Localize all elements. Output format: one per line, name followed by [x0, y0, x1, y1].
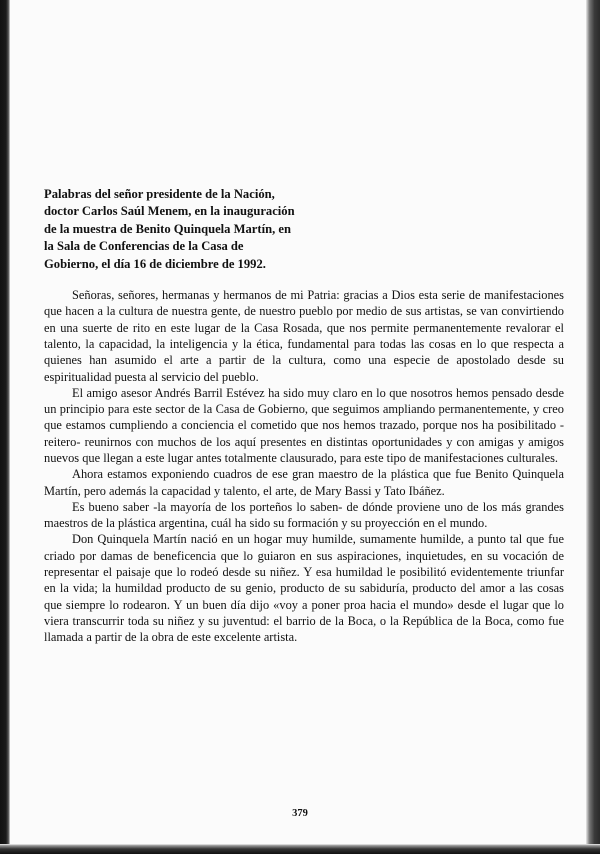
page-number: 379: [292, 808, 308, 819]
paragraph: Ahora estamos exponiendo cuadros de ese gran maestro de la plástica que fue Benito Quinquela Martín, pero además la capacidad y talento, el arte, de Mary Bassi y Tato Ibáñez.: [44, 467, 564, 498]
speech-heading: Palabras del señor presidente de la Nación, doctor Carlos Saúl Menem, en la inauguración de la muestra de Benito Quinquela Martín, en la Sala de Conferencias de la Casa de Gobierno, el día 16 de diciembre de 1992.: [44, 187, 295, 271]
speech-body: [44, 287, 564, 646]
paragraph: Es bueno saber -la mayoría de los porteños lo saben- de dónde proviene uno de los más grandes maestros de la plástica argentina, cuál ha sido su formación y su proyección en el mundo.: [44, 499, 564, 531]
page-edge-right: [586, 0, 600, 854]
binding-shadow-left: [0, 0, 10, 854]
document-content: [44, 186, 564, 646]
paragraph: El amigo asesor Andrés Barril Estévez ha sido muy claro en lo que nosotros hemos pensado desde un principio para este sector de la Casa de Gobierno, que seguimos ampliando permanentemente, y creo que estamos cumpliendo a conciencia el cometido que nos hemos trazado, porque nos ha posibilitado -reitero- reunirnos con muchos de los aquí presentes en distintas oportunidades y con amigas y amigos nuevos que llegan a este lugar antes totalmente clausurado, para este tipo de manifestaciones culturales.: [44, 385, 564, 465]
page-edge-bottom: [0, 844, 600, 854]
paragraph: Don Quinquela Martín nació en un hogar muy humilde, sumamente humilde, a punto tal que fue criado por damas de beneficencia que lo guiaron en sus aspiraciones, inquietudes, en su vocación de representar el paisaje que lo rodeó desde su niñez. Y esa humildad le posibilitó evidentemente triunfar en la vida; la humildad producto de su genio, producto de su sabiduría, producto del amor a las cosas que siempre lo rodearon. Y un buen día dijo «voy a poner proa hacia el mundo» desde el lugar que lo viera transcurrir toda su niñez y su juventud: el barrio de la Boca, o la República de la Boca, como fue llamada a partir de la obra de este excelente artista.: [44, 532, 564, 645]
paragraph: Señoras, señores, hermanas y hermanos de mi Patria: gracias a Dios esta serie de manifestaciones que hacen a la cultura de nuestra gente, de nuestro pueblo por medio de sus artistas, se van convirtiendo en una suerte de rito en este lugar de la Casa Rosada, que nos permite permanentemente revalorar el talento, la capacidad, la inteligencia y la ética, fundamental para todas las cosas en lo que respecta a quienes han asumido el arte a partir de la cultura, como una especie de apostolado desde su espiritualidad puesta al servicio del pueblo.: [44, 288, 564, 384]
